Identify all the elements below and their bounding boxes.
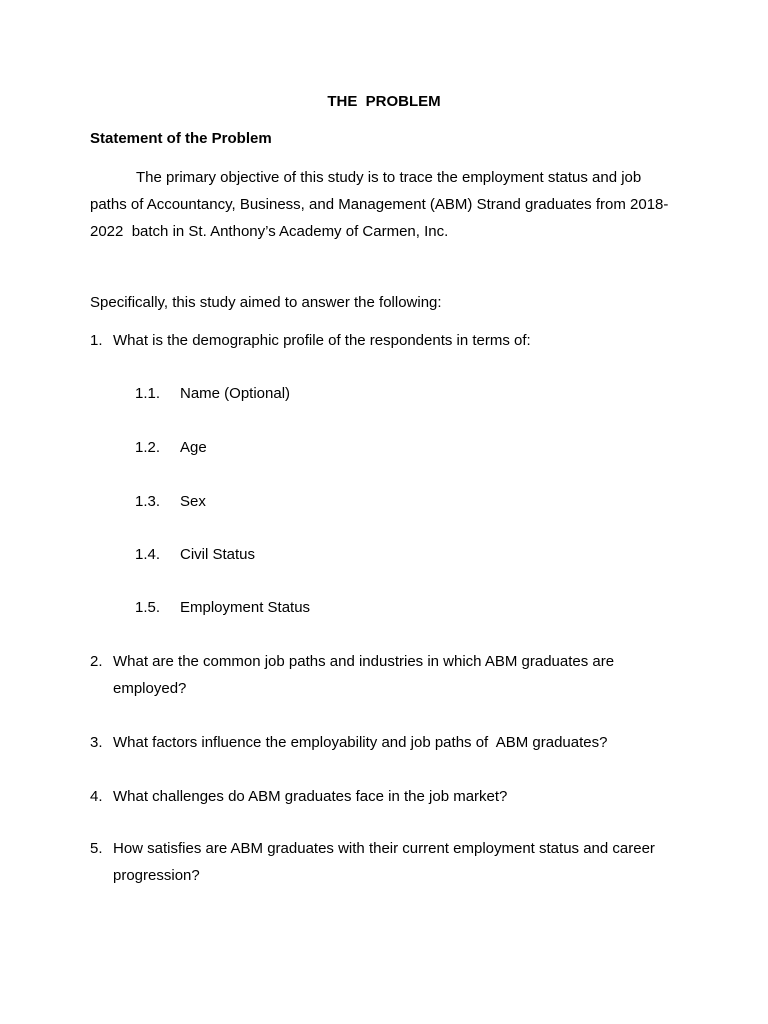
questions-intro: Specifically, this study aimed to answer the following: xyxy=(90,294,442,311)
subitem xyxy=(135,380,290,407)
subitem-text: Civil Status xyxy=(180,546,256,563)
subitem-text: Employment Status xyxy=(180,599,311,616)
question-item xyxy=(90,327,680,354)
question-text: What challenges do ABM graduates face in the job market? xyxy=(113,788,508,805)
subitem xyxy=(135,541,255,568)
subitem-number: 1.3. xyxy=(135,493,161,510)
question-number: 3. xyxy=(90,734,103,751)
subitem xyxy=(135,594,310,621)
subitem-text: Name (Optional) xyxy=(180,385,291,402)
subitem xyxy=(135,488,206,515)
question-item xyxy=(90,648,680,702)
subitem-text: Age xyxy=(180,439,207,456)
question-item xyxy=(90,835,680,889)
question-text: What is the demographic profile of the respondents in terms of: xyxy=(113,332,531,349)
question-number: 4. xyxy=(90,788,103,805)
question-number: 2. xyxy=(90,653,103,670)
subitem-number: 1.4. xyxy=(135,546,161,563)
subitem-number: 1.1. xyxy=(135,385,161,402)
question-text: What are the common job paths and industries in which ABM graduates are employed? xyxy=(113,653,619,697)
objective-paragraph: The primary objective of this study is to trace the employment status and job paths of Accountancy, Business, and Management (ABM) Strand graduates from 2018-2022 batch in St. Anthony’s Academy of Carmen, Inc. xyxy=(90,169,669,240)
question-item xyxy=(90,729,680,756)
question-number: 1. xyxy=(90,332,103,349)
question-text: How satisfies are ABM graduates with their current employment status and career progression? xyxy=(113,840,660,884)
question-item xyxy=(90,783,680,810)
section-heading: Statement of the Problem xyxy=(90,130,272,147)
question-number: 5. xyxy=(90,840,103,857)
subitem-number: 1.5. xyxy=(135,599,161,616)
page-title: THE PROBLEM xyxy=(327,93,441,110)
subitem xyxy=(135,434,207,461)
subitem-number: 1.2. xyxy=(135,439,161,456)
question-text: What factors influence the employability and job paths of ABM graduates? xyxy=(113,734,608,751)
subitem-text: Sex xyxy=(180,493,206,510)
